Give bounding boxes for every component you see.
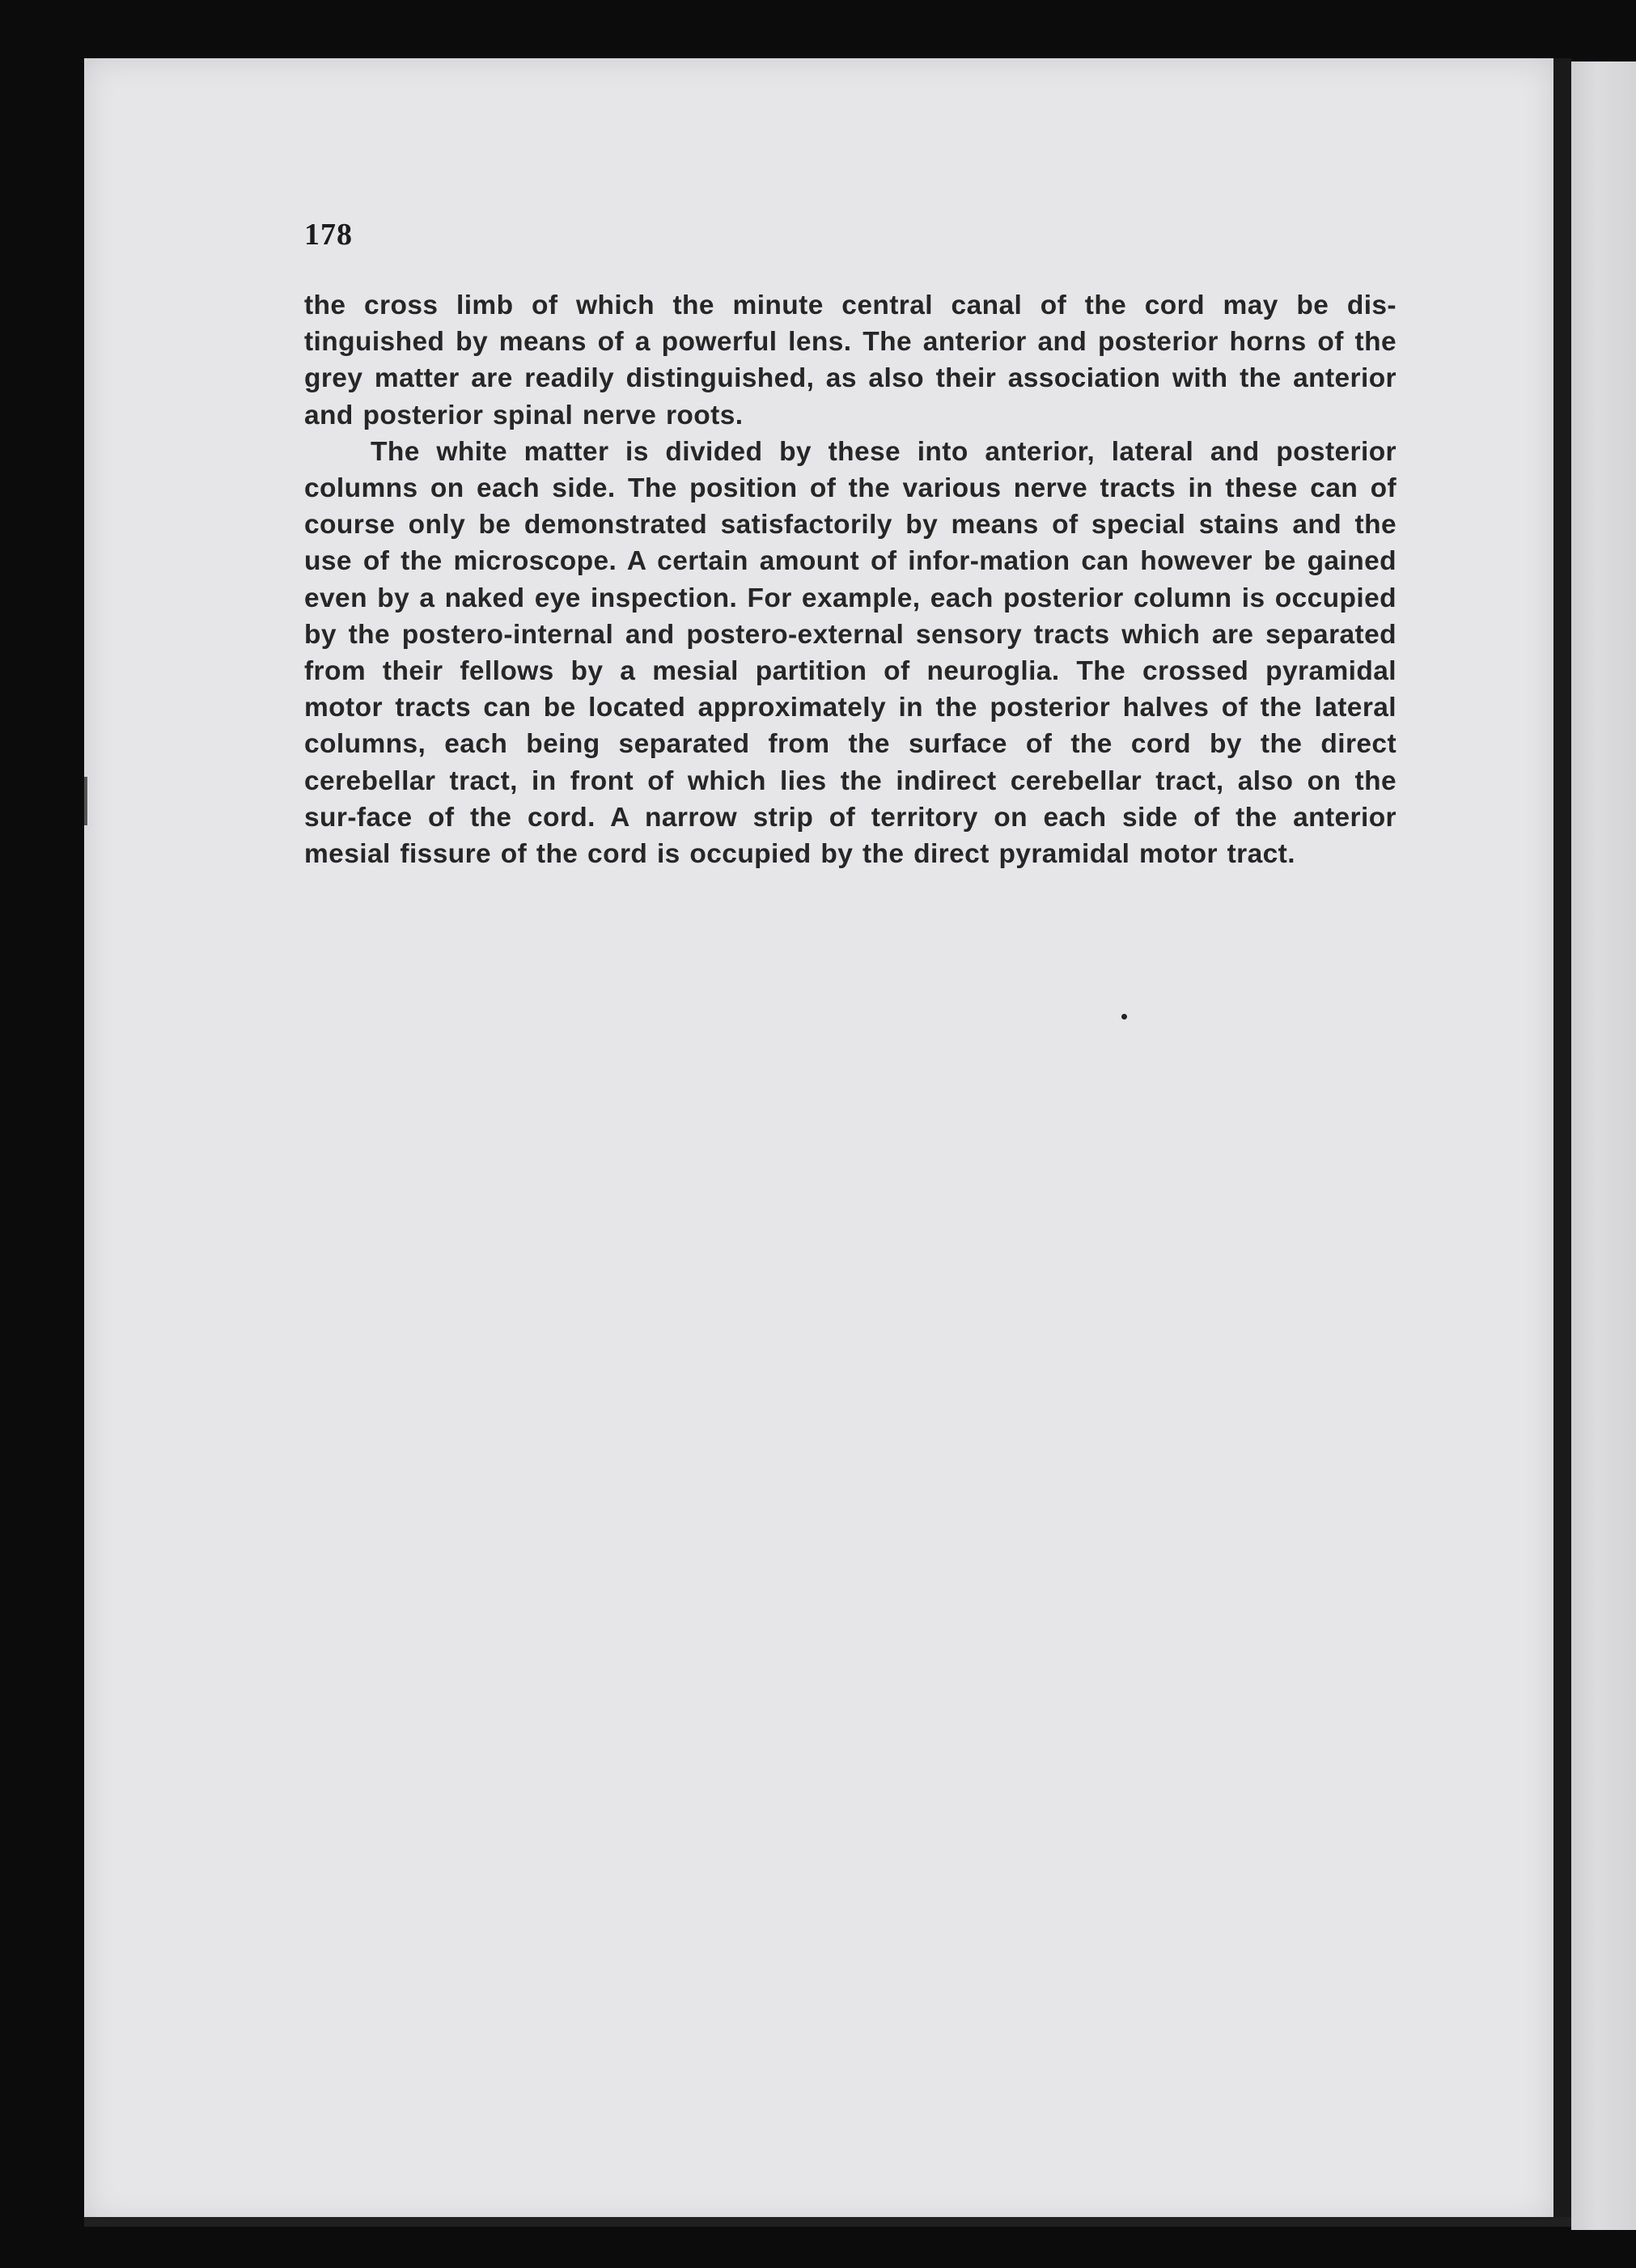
adjacent-page-edge bbox=[1571, 61, 1636, 2230]
body-text bbox=[304, 287, 1397, 872]
scan-artifact-mark bbox=[84, 777, 87, 825]
paragraph-2: The white matter is divided by these into anterior, lateral and posterior columns on each side. The position of the various nerve tracts in these can of course only be demonstrated satisfactorily by means of special stains and the use of the microscope. A certain amount of infor-mation can however be gained even by a naked eye inspection. For example, each posterior column is occupied by the postero-internal and postero-external sensory tracts which are separated from their fellows by a mesial partition of neuroglia. The crossed pyramidal motor tracts can be located approximately in the posterior halves of the lateral columns, each being separated from the surface of the cord by the direct cerebellar tract, in front of which lies the indirect cerebellar tract, also on the sur-face of the cord. A narrow strip of territory on each side of the anterior mesial fissure of the cord is occupied by the direct pyramidal motor tract. bbox=[304, 436, 1397, 870]
page-gutter-shadow bbox=[1553, 58, 1571, 2223]
page-bottom-shadow bbox=[84, 2217, 1571, 2227]
paragraph-1: the cross limb of which the minute central canal of the cord may be dis-tinguished by means of a powerful lens. The anterior and posterior horns of the grey matter are readily distinguished, as also their association with the anterior and posterior spinal nerve roots. bbox=[304, 290, 1397, 430]
page-number: 178 bbox=[304, 218, 353, 252]
ink-speck bbox=[1121, 1014, 1127, 1020]
